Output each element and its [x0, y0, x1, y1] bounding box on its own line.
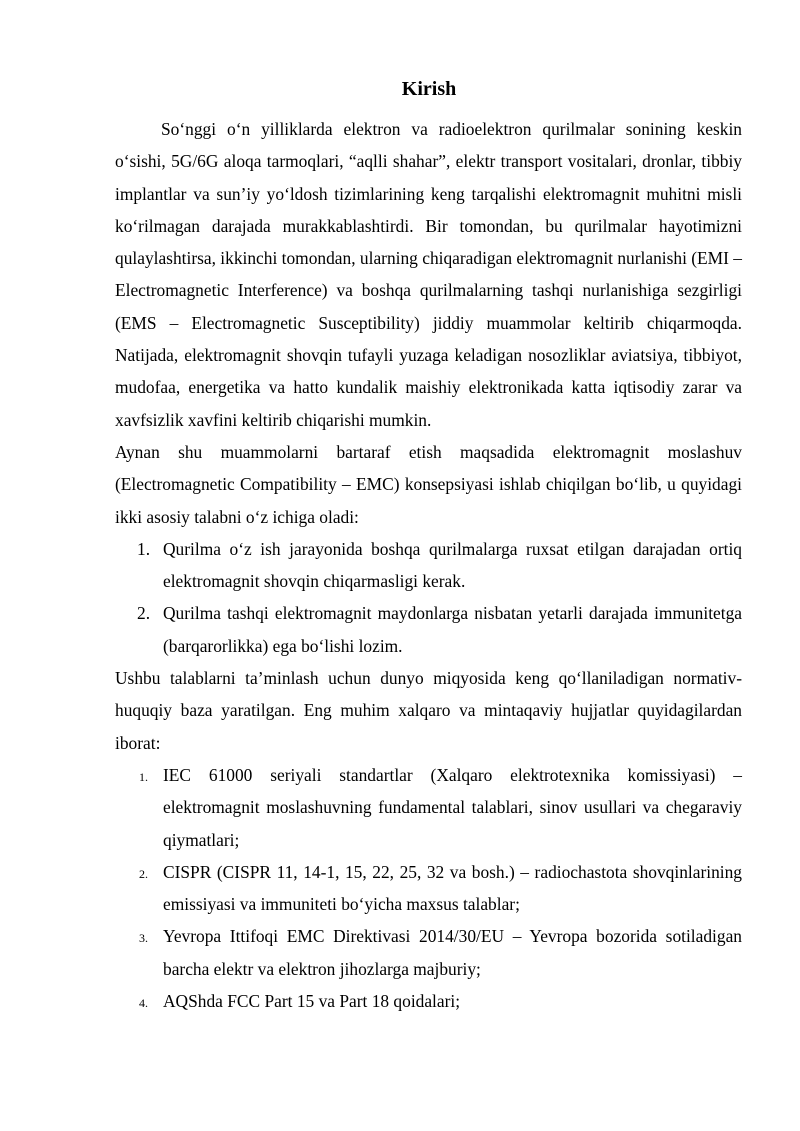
- list-item-number: 2.: [139, 866, 148, 881]
- list-item-number: 2.: [137, 603, 151, 624]
- emc-paragraph: Aynan shu muammolarni bartaraf etish maqsadida elektromagnit moslashuv (Electromagnetic Compatibility – EMC) konsepsiyasi ishlab chiqilgan bo‘lib, u quyidagi ikki asosiy talabni o‘z ichiga oladi:: [115, 441, 742, 527]
- list-item-number: 3.: [139, 931, 148, 946]
- list-item-text: IEC 61000 seriyali standartlar (Xalqaro elektrotexnika komissiyasi) – elektromagnit moslashuvning fundamental talablari, sinov usullari va chegaraviy qiymatlari;: [163, 764, 742, 850]
- list-item: [115, 597, 742, 662]
- list-item-text: AQShda FCC Part 15 va Part 18 qoidalari;: [163, 991, 461, 1012]
- list-item-number: 1.: [139, 769, 148, 784]
- list-item: [115, 856, 742, 921]
- list-item-number: 1.: [137, 538, 151, 559]
- requirements-list: [115, 533, 742, 662]
- list-item-text: Yevropa Ittifoqi EMC Direktivasi 2014/30/EU – Yevropa bozorida sotiladigan barcha elektr va elektron jihozlarga majburiy;: [163, 926, 742, 979]
- list-item: [115, 533, 742, 598]
- document-body: [115, 113, 742, 1017]
- list-item-text: CISPR (CISPR 11, 14-1, 15, 22, 25, 32 va bosh.) – radiochastota shovqinlarining emissiyasi va immuniteti bo‘yicha maxsus talablar;: [163, 861, 742, 915]
- list-item-number: 4.: [139, 996, 148, 1011]
- page-title: Kirish: [401, 78, 457, 100]
- standards-paragraph: Ushbu talablarni ta’minlash uchun dunyo miqyosida keng qo‘llaniladigan normativ-huquqiy baza yaratilgan. Eng muhim xalqaro va mintaqaviy hujjatlar quyidagilardan iborat:: [115, 668, 742, 753]
- list-item-text: Qurilma tashqi elektromagnit maydonlarga nisbatan yetarli darajada immunitetga (barqarorlikka) ega bo‘lishi lozim.: [163, 603, 742, 656]
- list-item: [115, 759, 742, 856]
- list-item: [115, 985, 742, 1017]
- list-item-text: Qurilma o‘z ish jarayonida boshqa qurilmalarga ruxsat etilgan darajadan ortiq elektromagnit shovqin chiqarmasligi kerak.: [163, 538, 742, 592]
- intro-paragraph: So‘nggi o‘n yilliklarda elektron va radioelektron qurilmalar sonining keskin o‘sishi, 5G/6G aloqa tarmoqlari, “aqlli shahar”, elektr transport vositalari, dronlar, tibbiy implantlar va sun’iy yo‘ldosh tizimlarining keng tarqalishi elektromagnit muhitni misli ko‘rilmagan darajada murakkablashtirdi. Bir tomondan, bu qurilmalar hayotimizni qulaylashtirsa, ikkinchi tomondan, ularning chiqaradigan elektromagnit nurlanishi (EMI – Electromagnetic Interference) va boshqa qurilmalarning tashqi nurlanishiga sezgirligi (EMS – Electromagnetic Susceptibility) jiddiy muammolar keltirib chiqarmoqda. Natijada, elektromagnit shovqin tufayli yuzaga keladigan nosozliklar aviatsiya, tibbiyot, mudofaa, energetika va hatto kundalik maishiy elektronikada katta iqtisodiy zarar va xavfsizlik xavfini keltirib chiqarishi mumkin.: [115, 119, 742, 430]
- documents-list: [115, 759, 742, 1017]
- list-item: [115, 920, 742, 985]
